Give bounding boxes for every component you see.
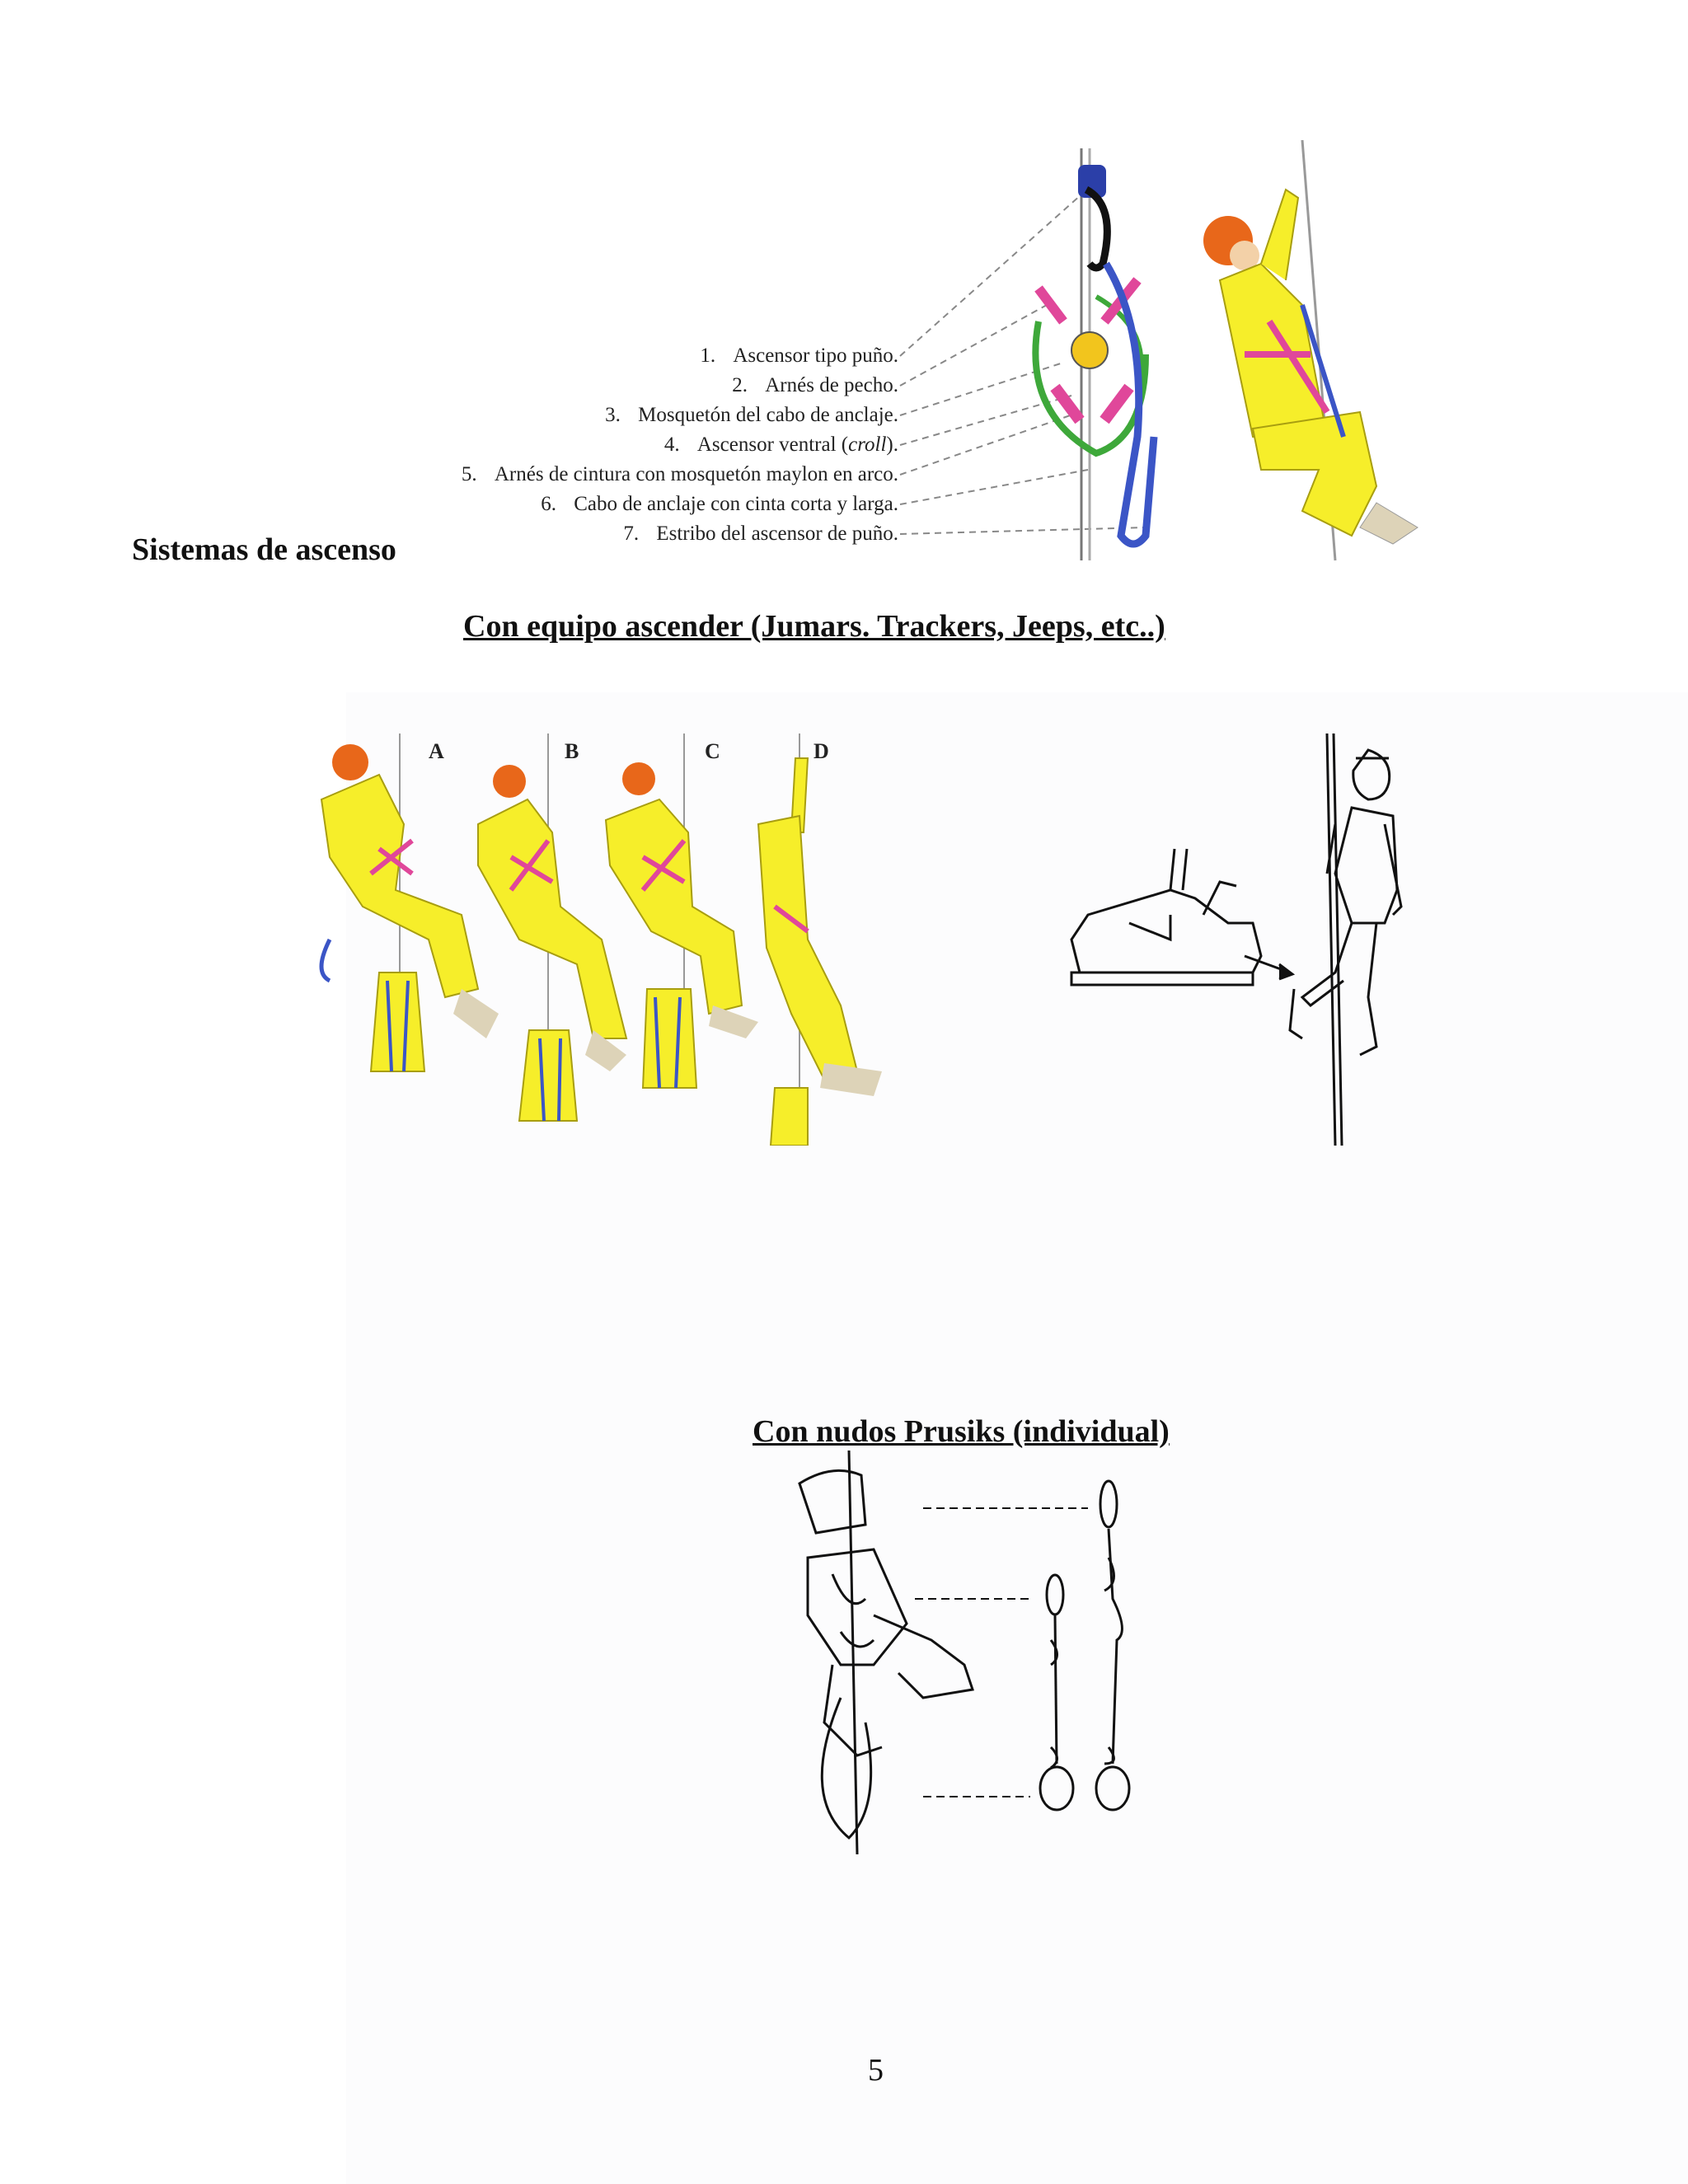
ascender-sequence-illustration [313,725,890,1146]
ascender-rig-illustration [898,140,1475,569]
legend-item-6: 6. Cabo de anclaje con cinta corta y larga. [541,493,898,515]
croll [1071,332,1108,368]
label-A: A [429,739,444,763]
figure-A [321,733,499,1071]
climber-figure [1203,140,1418,560]
legend-item-5: 5. Arnés de cintura con mosquetón maylon en arco. [461,463,898,485]
footloop-climber-drawing [1063,725,1434,1146]
legend-item-1: 1. Ascensor tipo puño. [700,344,898,367]
legend-item-7: 7. Estribo del ascensor de puño. [623,523,898,545]
legend-item-3: 3. Mosquetón del cabo de anclaje. [605,404,898,426]
figure-C [606,733,758,1088]
subheading-ascender: Con equipo ascender (Jumars. Trackers, Jeeps, etc..) [463,609,1165,644]
section-title: Sistemas de ascenso [132,532,396,567]
subheading-prusiks: Con nudos Prusiks (individual) [753,1414,1170,1449]
croll-italic: croll [848,434,887,456]
figure-B [478,733,626,1121]
figure-D [758,733,882,1146]
page-number: 5 [868,2053,884,2088]
label-D: D [814,739,829,763]
prusik-knots-drawing [783,1451,1179,1863]
legend-item-2: 2. Arnés de pecho. [732,374,898,396]
label-B: B [565,739,579,763]
legend-item-4: 4. Ascensor ventral (croll). [663,434,898,456]
label-C: C [705,739,720,763]
